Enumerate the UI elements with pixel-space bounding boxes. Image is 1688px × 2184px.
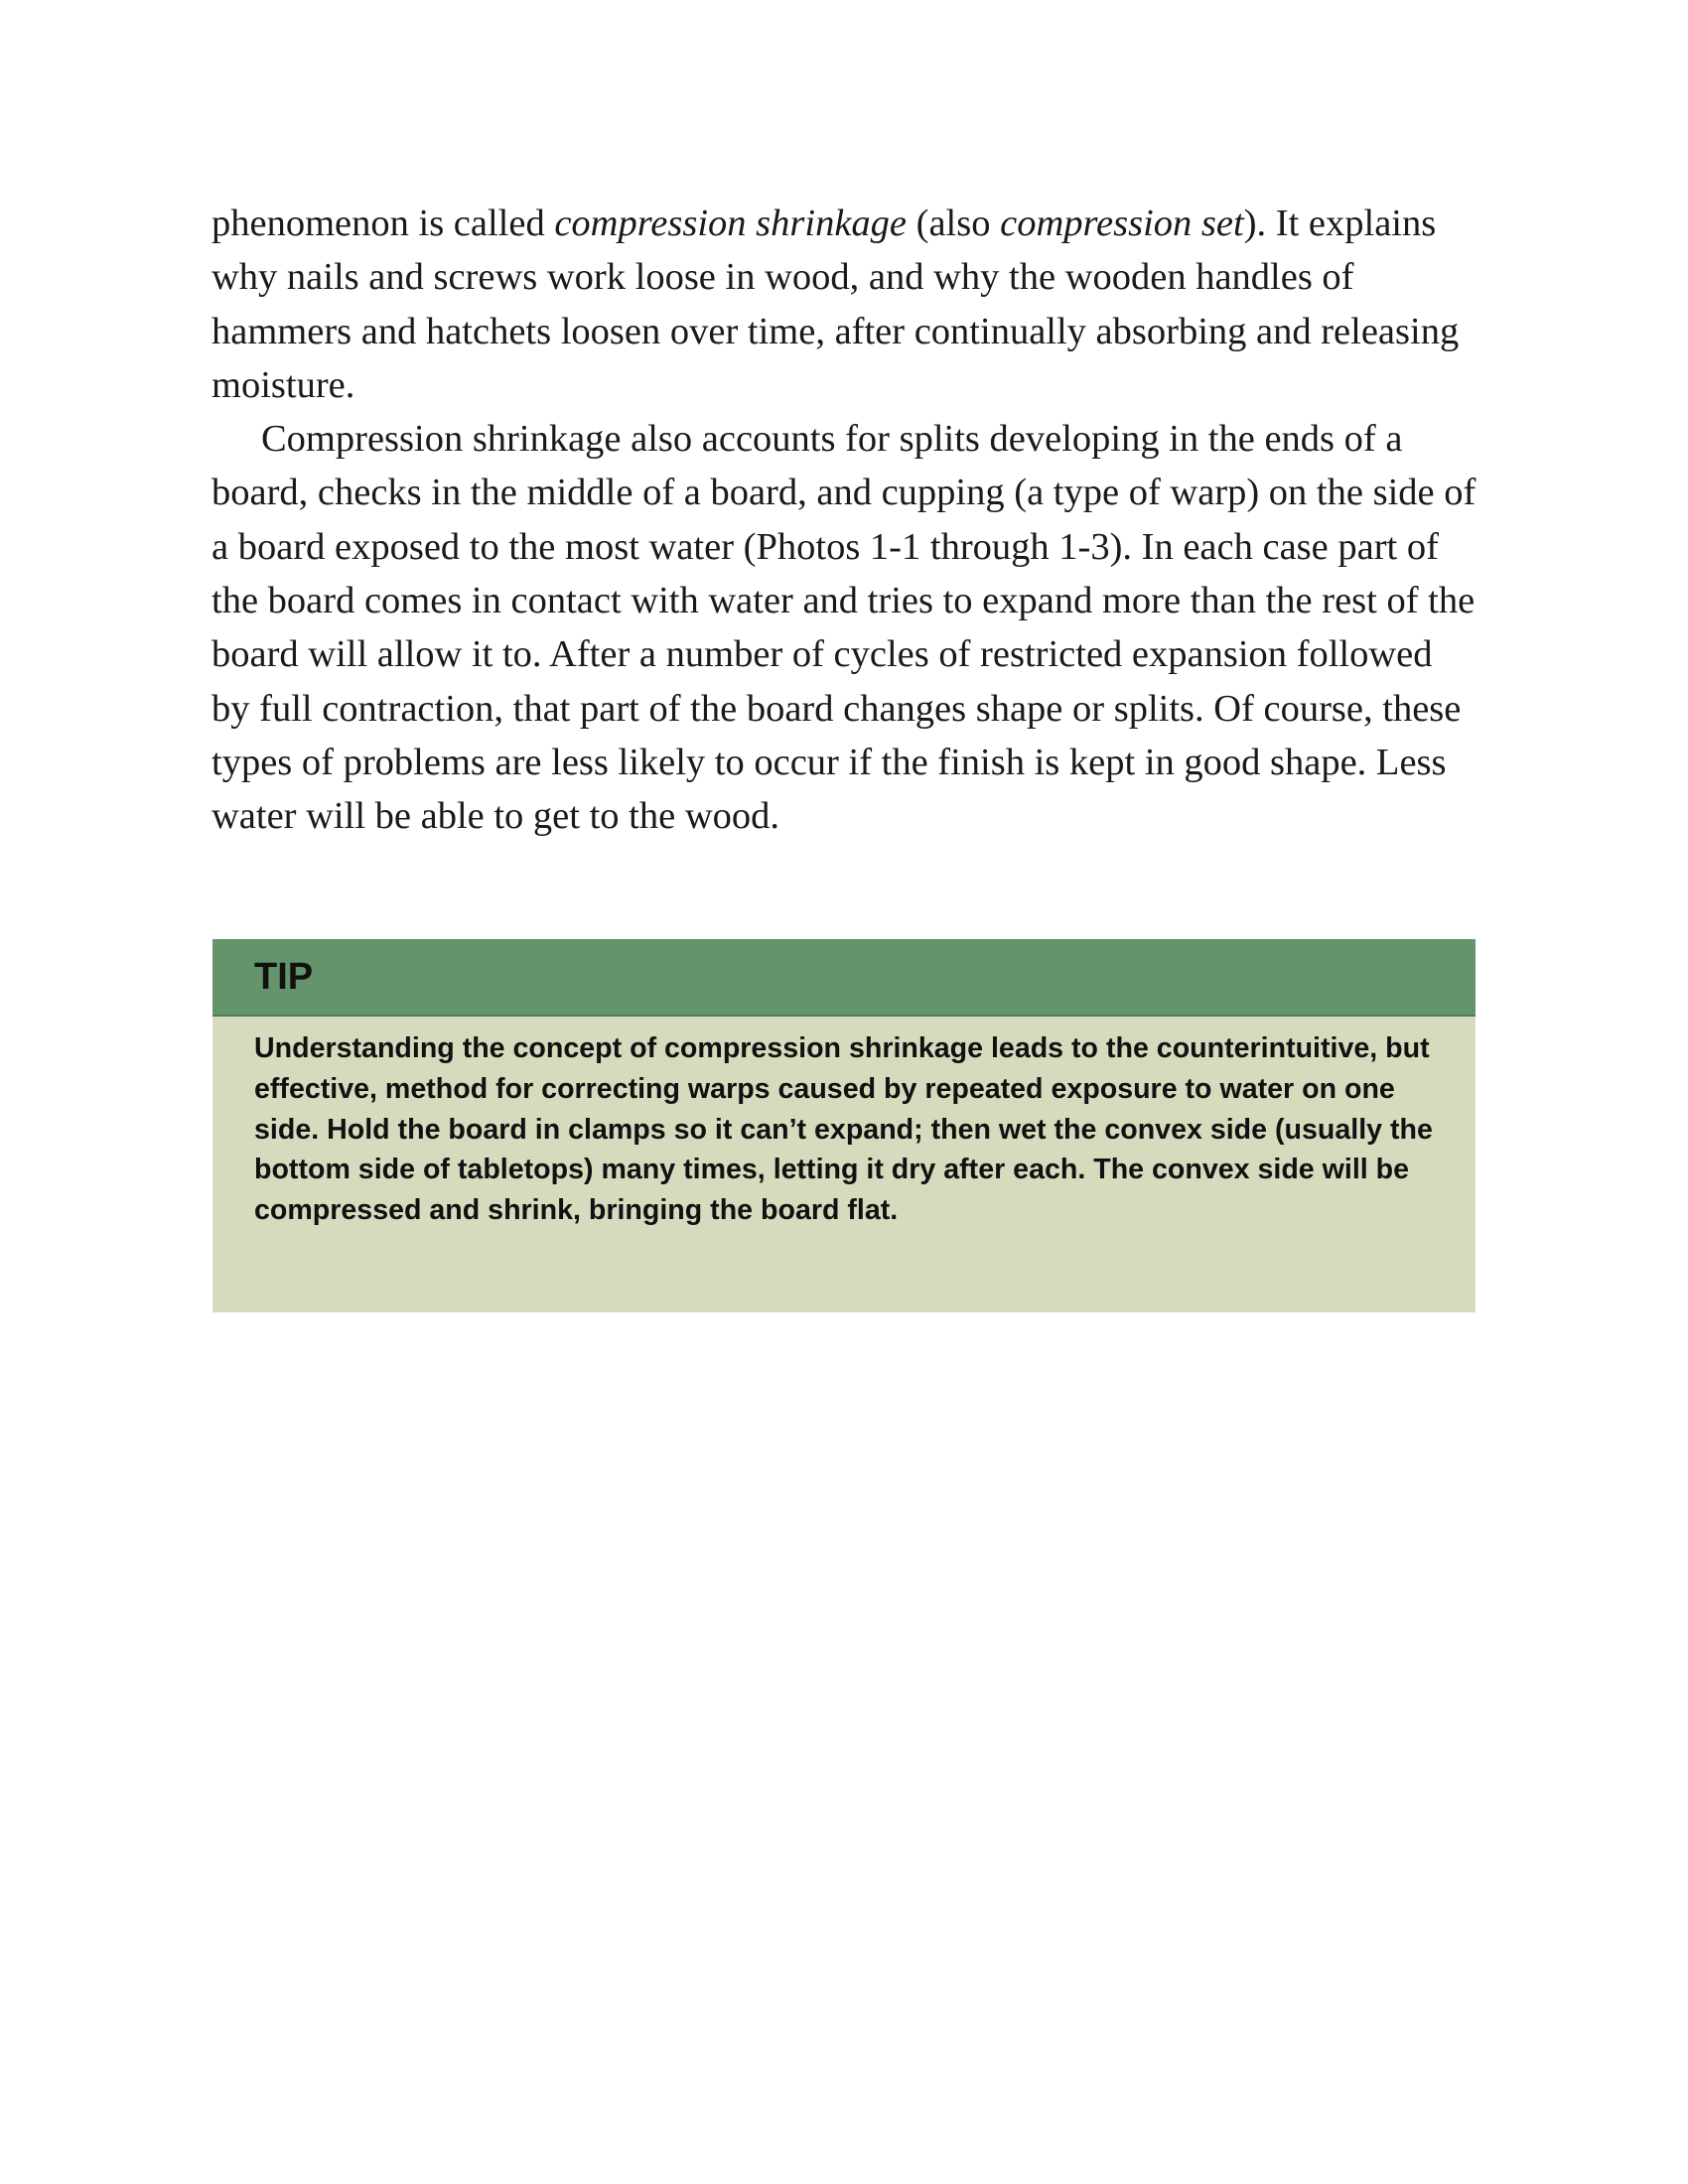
term-compression-set: compression set [1000,203,1244,244]
term-compression-shrinkage: compression shrinkage [554,203,908,244]
tip-box [212,939,1476,1312]
paragraph-2: Compression shrinkage also accounts for splits developing in the ends of a board, checks in the middle of a board, and cupping (a type of warp) on the side of a board exposed to the most water (Photos 1-1 through 1-3). In each case part of the board comes in contact with water and tries to expand more than the rest of the board will allow it to. After a number of cycles of restricted expansion followed by full contraction, that part of the board changes shape or splits. Of course, these types of problems are less likely to occur if the finish is kept in good shape. Less water will be able to get to the wood. [211,418,1477,838]
paragraph-1 [211,197,1477,412]
tip-header [212,939,1476,1017]
tip-title: TIP [254,956,314,998]
paragraph-1-text-1: phenomenon is called [211,203,555,244]
paragraph-1-text-3: ). It explains why nails and screws work loose in wood, and why the wooden handles of hammers and hatchets loosen over time, after continually absorbing and releasing moisture. [211,203,1460,406]
body-text [211,197,1477,844]
paragraph-1-text-2: (also [907,203,1001,244]
tip-text: Understanding the concept of compression shrinkage leads to the counterintuitive, but effective, method for correcting warps caused by repeated exposure to water on one side. Hold the board in clamps so it can’t expand; then wet the convex side (usually the bottom side of tabletops) many times, letting it dry after each. The convex side will be compressed and shrink, bringing the board flat. [254,1032,1433,1227]
